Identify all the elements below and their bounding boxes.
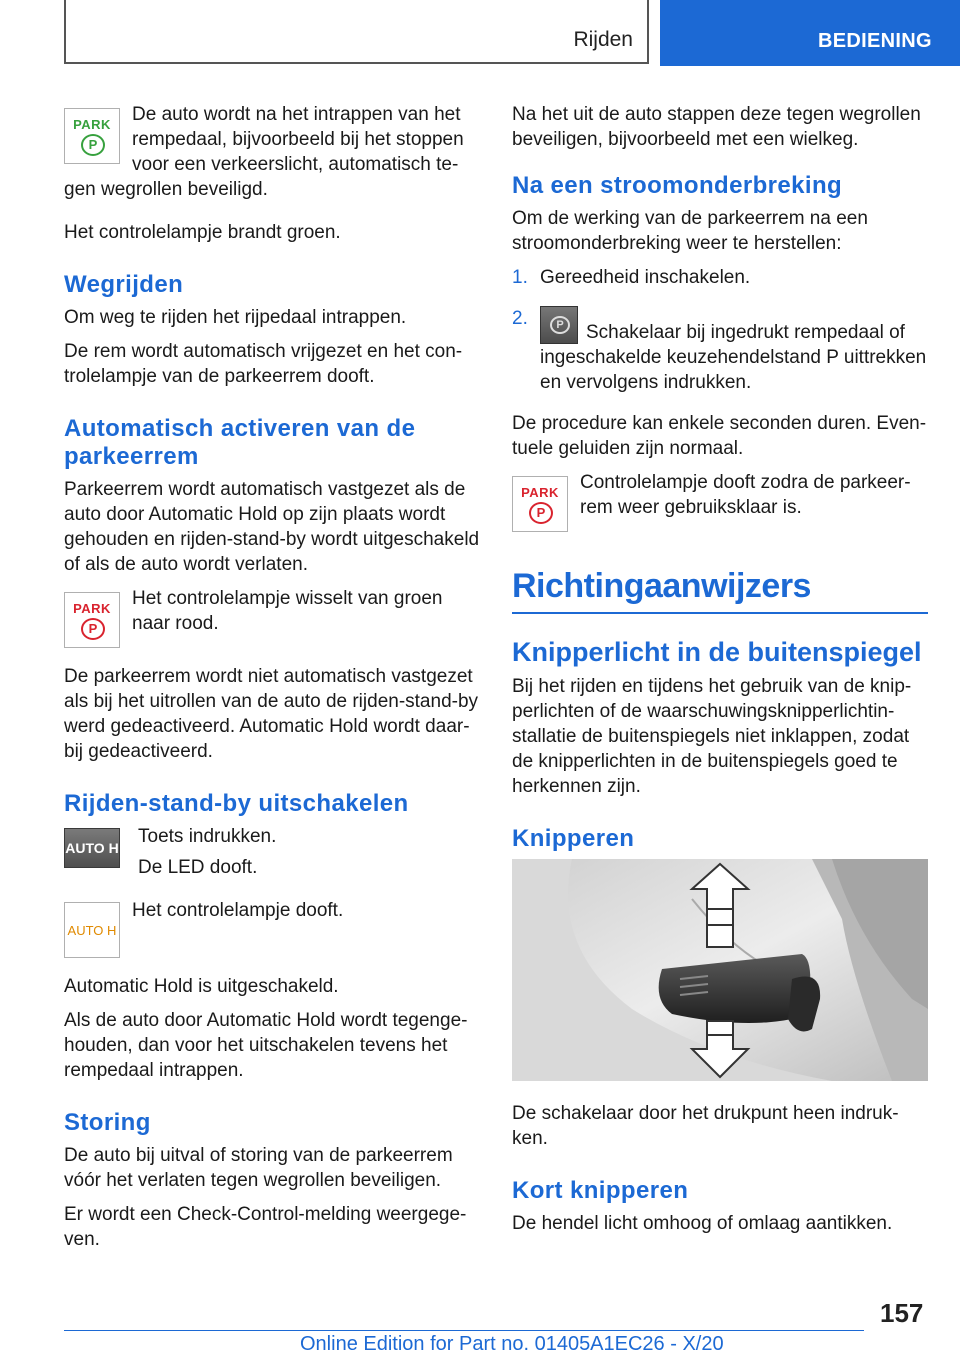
auto-icon-text: Het controlelampje wisselt van groen naar rood. [132, 588, 443, 634]
page-header [0, 0, 960, 66]
autoh-lamp-block [64, 898, 480, 962]
storing-paragraph-2: Er wordt een Check-Control-melding weergegeven. [64, 1204, 467, 1250]
auto-paragraph-2: De parkeerrem wordt niet automatisch vastgezet als bij het uitrollen van de auto de rijden-stand-by werd gedeactiveerd. Automatic Hold wordt daarbij gedeactiveerd. [64, 666, 479, 762]
intro-paragraph: De auto wordt na het intrappen van het rempedaal, bijvoorbeeld bij het stoppen voor een verkeerslicht, automatisch tegen wegrollen beveiligd. [64, 104, 464, 200]
step-item: 1. Gereedheid inschakelen. [512, 267, 751, 288]
stroom-paragraph-2: De procedure kan enkele seconden duren. Eventuele geluiden zijn normaal. [512, 413, 927, 459]
header-section-title: Rijden [573, 28, 633, 51]
storing-paragraph-1: De auto bij uitval of storing van de parkeerrem vóór het verlaten tegen wegrollen beveiligen. [64, 1145, 453, 1191]
auto-h-button-icon: AUTO H [64, 828, 120, 868]
heading-knipperen: Knipperen [512, 825, 635, 852]
header-section-box [64, 0, 649, 64]
heading-kort-knipperen: Kort knipperen [512, 1177, 689, 1204]
stroom-steps [512, 265, 928, 395]
park-green-lamp-icon: PARK P [64, 108, 120, 164]
standby-lamp-text: Het controlelampje dooft. [132, 900, 344, 921]
footer-edition: Online Edition for Part no. 01405A1EC26 - X/20 [300, 1333, 724, 1355]
auto-h-lamp-icon: AUTO H [64, 902, 120, 958]
standby-paragraph-2: Als de auto door Automatic Hold wordt tegengehouden, dan voor het uitschakelen tevens het rempedaal intrappen. [64, 1010, 468, 1081]
left-column [64, 102, 480, 1261]
header-chapter-tab [660, 0, 960, 66]
park-red-block-2 [512, 470, 928, 536]
parking-brake-switch-icon: P [540, 306, 578, 344]
standby-button-text-2: De LED dooft. [138, 857, 258, 878]
stroom-paragraph-1: Om de werking van de parkeerrem na een stroomonderbreking weer te herstellen: [512, 208, 868, 254]
heading-rijden-stand-by: Rijden-stand-by uitschakelen [64, 790, 409, 817]
heading-stroomonderbreking: Na een stroomonderbreking [512, 172, 843, 199]
step-item: 2. P Schakelaar bij ingedrukt rempedaal of ingeschakelde keuzehendelstand P uittrekken en vervolgens indrukken. [512, 308, 927, 393]
page-number: 157 [880, 1298, 924, 1328]
stroom-icon-text: Controlelampje dooft zodra de parkeerrem weer gebruiksklaar is. [580, 472, 911, 518]
kort-knipperen-paragraph: De hendel licht omhoog of omlaag aantikken. [512, 1213, 893, 1234]
turn-signal-lever-photo [512, 859, 928, 1081]
standby-button-text-1: Toets indrukken. [138, 826, 277, 847]
autoh-button-block [64, 824, 480, 886]
right-column [512, 102, 928, 1245]
knipperen-paragraph: De schakelaar door het drukpunt heen indrukken. [512, 1103, 899, 1149]
park-red-lamp-icon: PARK P [64, 592, 120, 648]
auto-paragraph-1: Parkeerrem wordt automatisch vastgezet als de auto door Automatic Hold op zijn plaats wordt gehouden en rijden-stand-by wordt uitgeschakeld of als de auto wordt verlaten. [64, 479, 480, 575]
footer-rule [64, 1330, 864, 1331]
wegrijden-paragraph-2: De rem wordt automatisch vrijgezet en het controlelampje van de parkeerrem dooft. [64, 341, 463, 387]
park-red-block [64, 586, 480, 652]
wegrijden-paragraph-1: Om weg te rijden het rijpedaal intrappen. [64, 307, 407, 328]
heading-knipperlicht-buitenspiegel: Knipperlicht in de buitenspiegel [512, 637, 922, 667]
heading-richtingaanwijzers: Richtingaanwijzers [512, 566, 928, 614]
park-green-block [64, 102, 480, 208]
heading-automatisch-activeren: Automatisch activeren van de parkeerrem [64, 415, 416, 470]
knipperlicht-paragraph: Bij het rijden en tijdens het gebruik van de knipperlichten of de waarschuwingsknipperlichtinstallatie de buitenspiegels niet inklappen, zodat de knipperlichten in de buitenspiegels goed te herkennen zijn. [512, 676, 912, 797]
standby-paragraph-1: Automatic Hold is uitgeschakeld. [64, 976, 339, 997]
header-chapter-label: BEDIENING [818, 30, 932, 52]
wielkeg-paragraph: Na het uit de auto stappen deze tegen wegrollen beveiligen, bijvoorbeeld met een wielkeg. [512, 104, 921, 150]
heading-storing: Storing [64, 1109, 151, 1136]
heading-wegrijden: Wegrijden [64, 271, 184, 298]
park-red-lamp-icon: PARK P [512, 476, 568, 532]
intro-lamp-paragraph: Het controlelampje brandt groen. [64, 222, 341, 243]
